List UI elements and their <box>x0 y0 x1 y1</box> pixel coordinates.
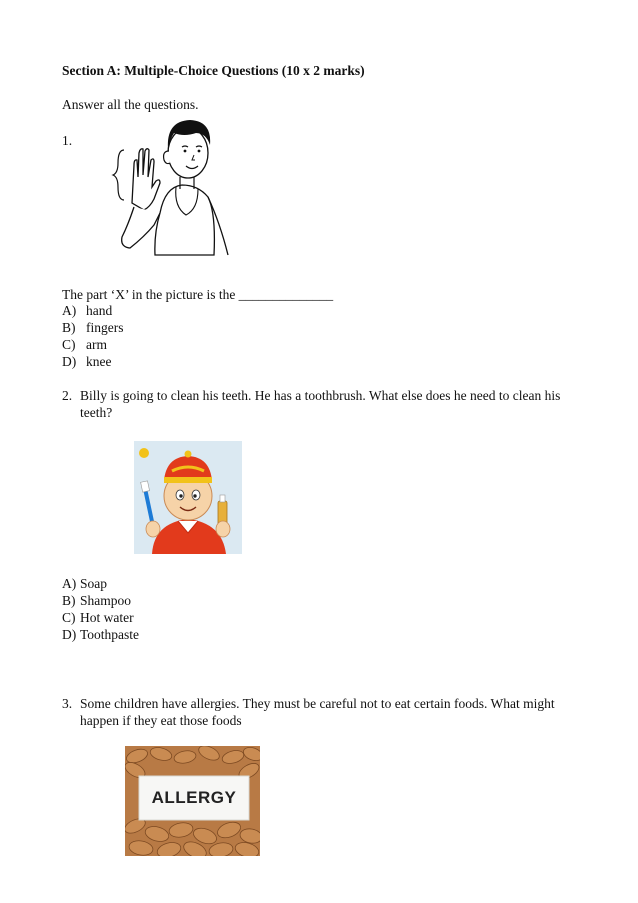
option-text: Soap <box>80 576 107 591</box>
question-1-number: 1. <box>62 133 73 148</box>
option-letter: D) <box>62 627 77 642</box>
option-letter: C) <box>62 337 76 352</box>
option-c[interactable] <box>62 609 139 626</box>
option-b[interactable] <box>62 592 139 609</box>
question-1-options <box>62 302 124 370</box>
boy-waving-illustration <box>110 115 240 260</box>
question-2-number: 2. <box>62 388 73 403</box>
question-2 <box>62 387 582 421</box>
option-letter: A) <box>62 303 77 318</box>
option-c[interactable] <box>62 336 124 353</box>
option-a[interactable] <box>62 302 124 319</box>
option-text: Toothpaste <box>80 627 140 642</box>
boy-toothbrush-illustration <box>134 441 242 554</box>
option-d[interactable] <box>62 353 124 370</box>
instruction-text: Answer all the questions. <box>62 97 199 112</box>
option-text: Hot water <box>80 610 134 625</box>
question-3-number: 3. <box>62 696 73 711</box>
option-d[interactable] <box>62 626 139 643</box>
option-letter: D) <box>62 354 77 369</box>
option-text: Shampoo <box>80 593 132 608</box>
option-a[interactable] <box>62 575 139 592</box>
question-2-options <box>62 575 139 643</box>
option-letter: B) <box>62 593 76 608</box>
question-3 <box>62 695 582 729</box>
option-text: fingers <box>86 320 124 335</box>
option-letter: A) <box>62 576 77 591</box>
option-letter: B) <box>62 320 76 335</box>
section-heading: Section A: Multiple-Choice Questions (10 x 2 marks) <box>62 63 365 78</box>
question-2-text: Billy is going to clean his teeth. He has a toothbrush. What else does he need to clean his teeth? <box>80 388 561 420</box>
option-b[interactable] <box>62 319 124 336</box>
option-text: hand <box>86 303 113 318</box>
option-text: knee <box>86 354 112 369</box>
question-3-text: Some children have allergies. They must be careful not to eat certain foods. What might happen if they eat those foods <box>80 696 555 728</box>
option-text: arm <box>86 337 107 352</box>
question-1-stem: The part ‘X’ in the picture is the ______________ <box>62 287 334 302</box>
allergy-sign-label: ALLERGY <box>151 788 237 807</box>
option-letter: C) <box>62 610 76 625</box>
